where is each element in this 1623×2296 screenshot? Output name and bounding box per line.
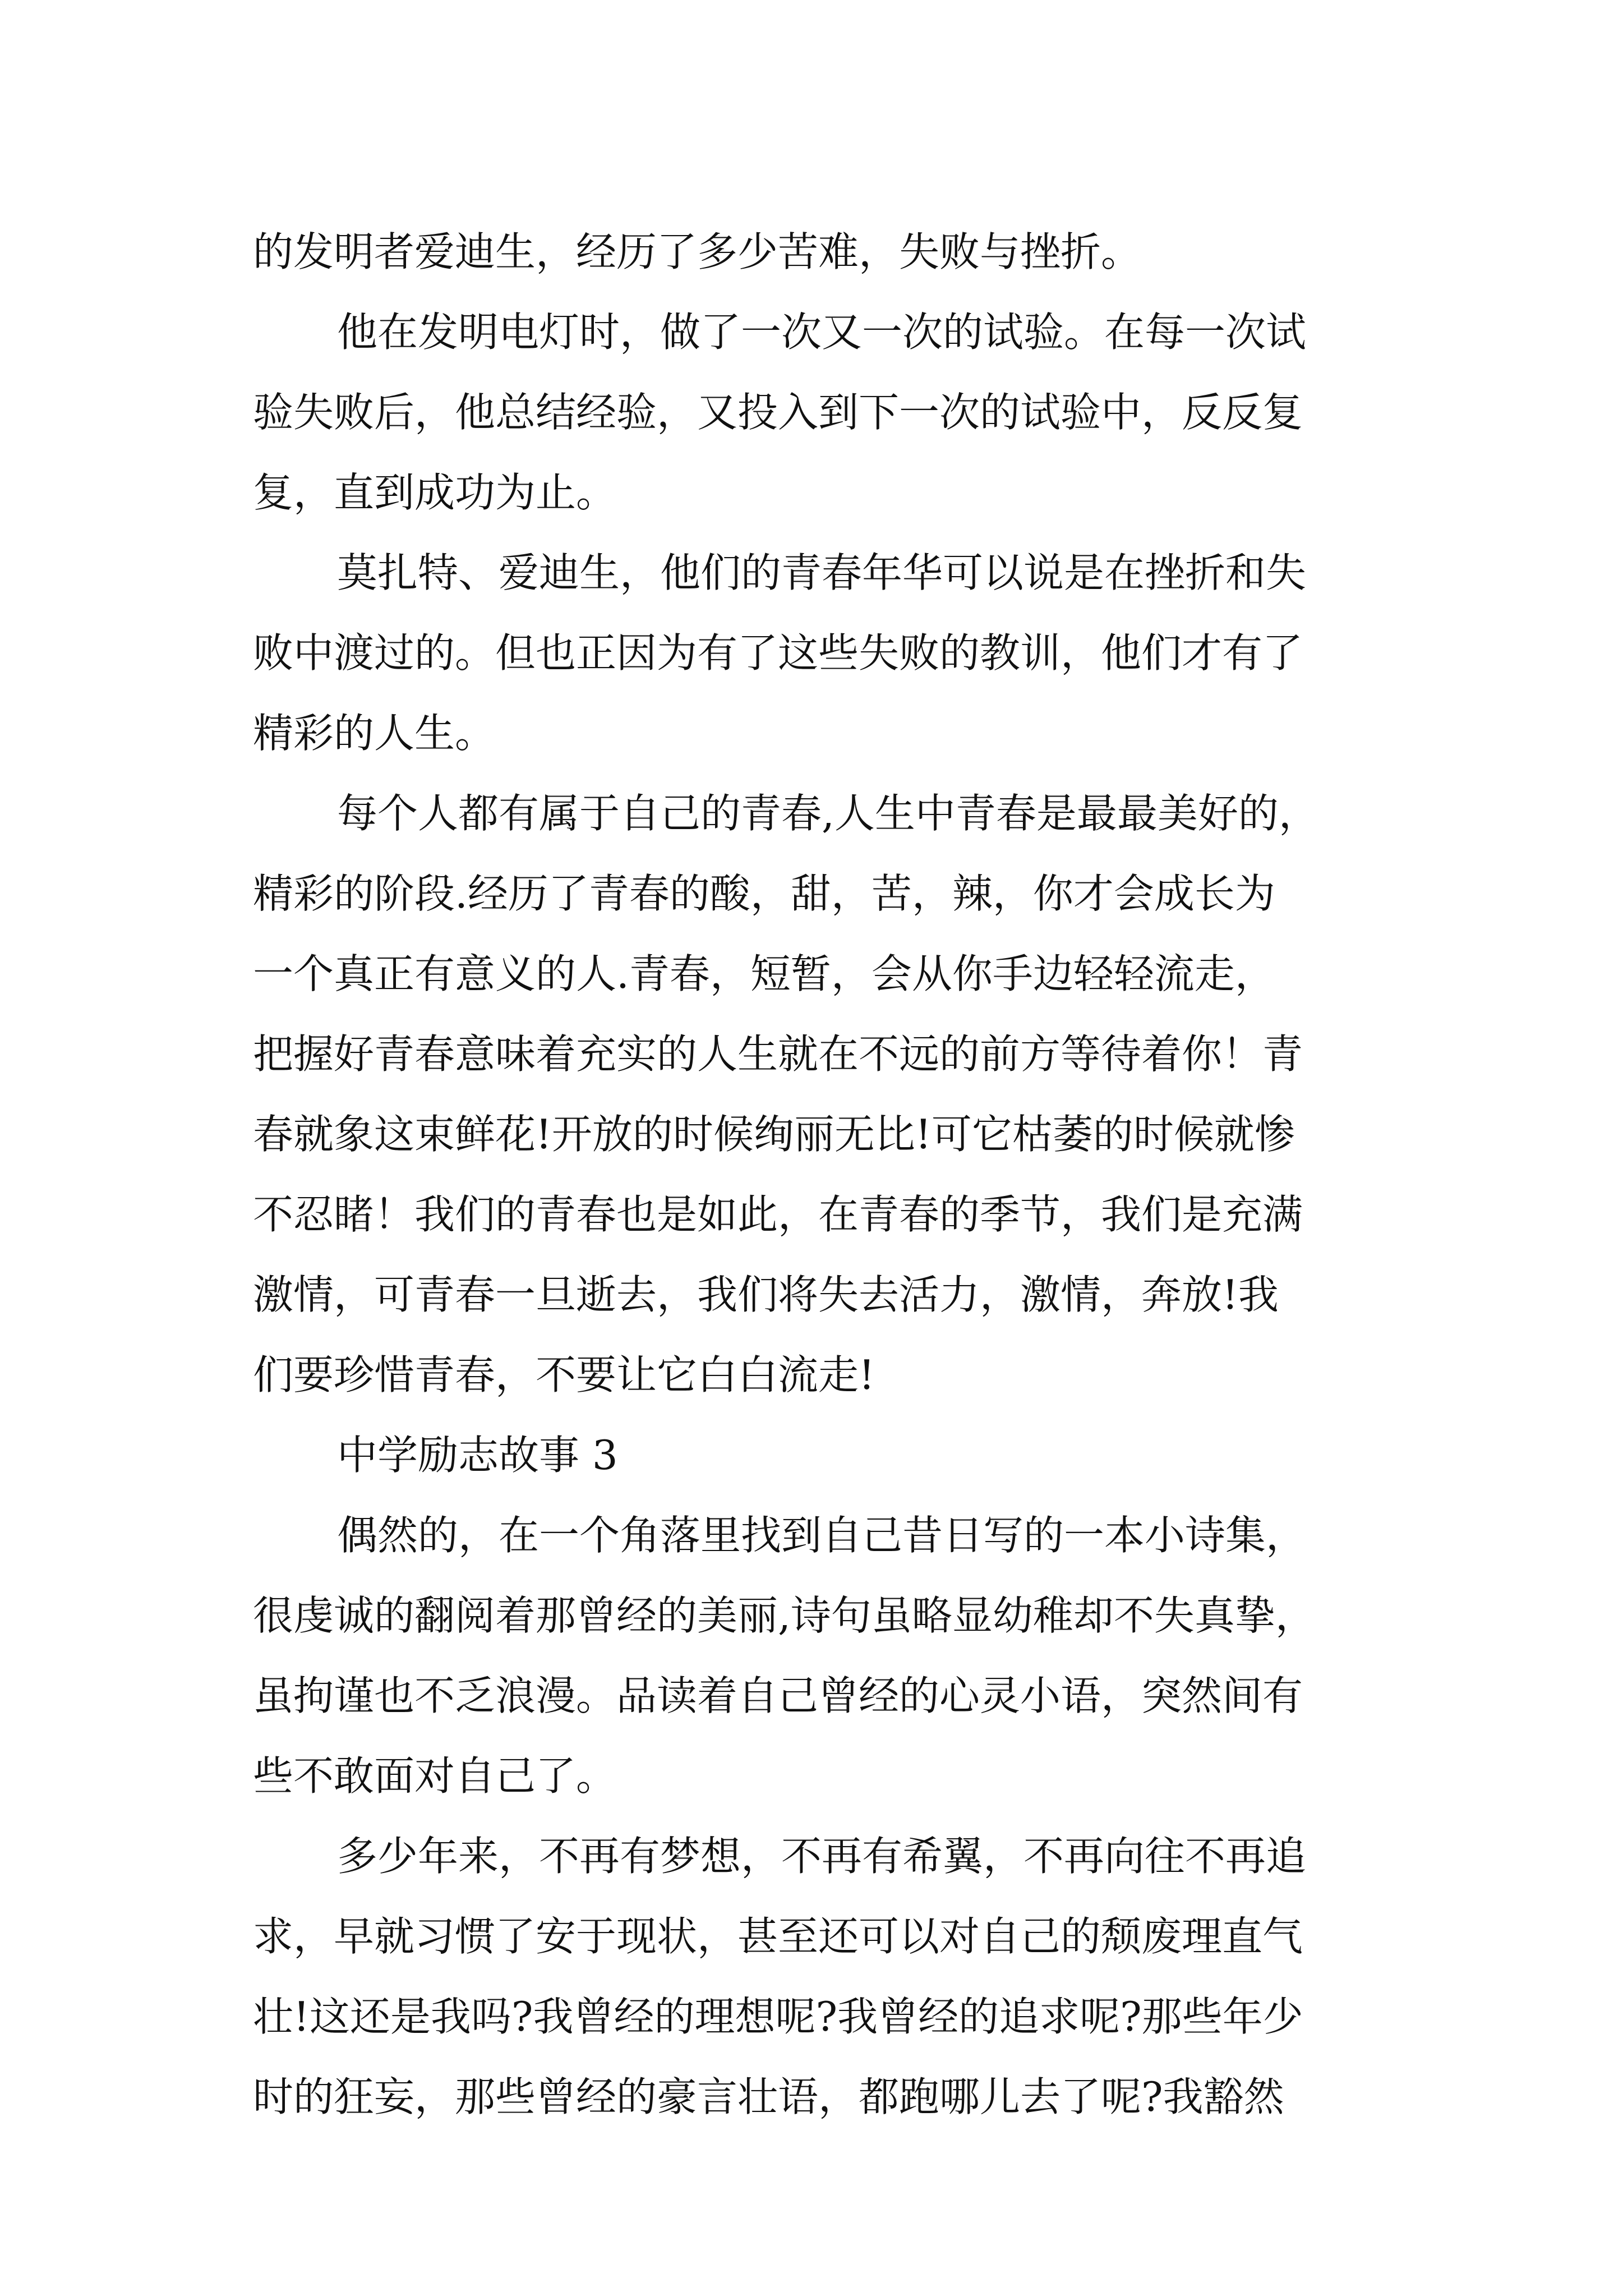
text-line: 莫扎特、爱迪生，他们的青春年华可以说是在挫折和失 <box>337 549 1307 596</box>
text-line: 时的狂妄，那些曾经的豪言壮语，都跑哪儿去了呢?我豁然 <box>253 2073 1284 2120</box>
text-line: 把握好青春意味着充实的人生就在不远的前方等待着你！青 <box>253 1030 1303 1078</box>
text-line: 求，早就习惯了安于现状，甚至还可以对自己的颓废理直气 <box>253 1913 1303 1960</box>
text-line: 精彩的人生。 <box>253 710 496 757</box>
text-line: 精彩的阶段.经历了青春的酸，甜，苦，辣，你才会成长为 <box>253 870 1275 917</box>
text-line: 每个人都有属于自己的青春,人生中青春是最最美好的， <box>337 790 1319 837</box>
text-line: 败中渡过的。但也正因为有了这些失败的教训，他们才有了 <box>253 629 1303 677</box>
text-line: 他在发明电灯时，做了一次又一次的试验。在每一次试 <box>337 309 1307 356</box>
section-heading: 中学励志故事 3 <box>337 1432 618 1479</box>
text-line: 虽拘谨也不乏浪漫。品读着自己曾经的心灵小语，突然间有 <box>253 1672 1303 1719</box>
text-line: 的发明者爱迪生，经历了多少苦难，失败与挫折。 <box>253 228 1142 275</box>
text-line: 多少年来，不再有梦想，不再有希翼，不再向往不再追 <box>337 1833 1307 1880</box>
text-line: 们要珍惜青春，不要让它白白流走! <box>253 1351 875 1398</box>
text-line: 验失败后，他总结经验，又投入到下一次的试验中，反反复 <box>253 389 1303 436</box>
text-line: 复，直到成功为止。 <box>253 469 617 516</box>
text-line: 很虔诚的翻阅着那曾经的美丽,诗句虽略显幼稚却不失真挚， <box>253 1592 1316 1639</box>
text-line: 不忍睹！我们的青春也是如此，在青春的季节，我们是充满 <box>253 1191 1303 1238</box>
text-line: 一个真正有意义的人.青春，短暂，会从你手边轻轻流走， <box>253 950 1275 997</box>
text-line: 偶然的，在一个角落里找到自己昔日写的一本小诗集， <box>337 1512 1307 1559</box>
text-line: 壮!这还是我吗?我曾经的理想呢?我曾经的追求呢?那些年少 <box>253 1993 1303 2040</box>
text-line: 些不敢面对自己了。 <box>253 1752 617 1800</box>
text-line: 春就象这束鲜花!开放的时候绚丽无比!可它枯萎的时候就惨 <box>253 1111 1295 1158</box>
document-body <box>253 212 1375 2137</box>
text-line: 激情，可青春一旦逝去，我们将失去活力，激情，奔放!我 <box>253 1271 1279 1318</box>
